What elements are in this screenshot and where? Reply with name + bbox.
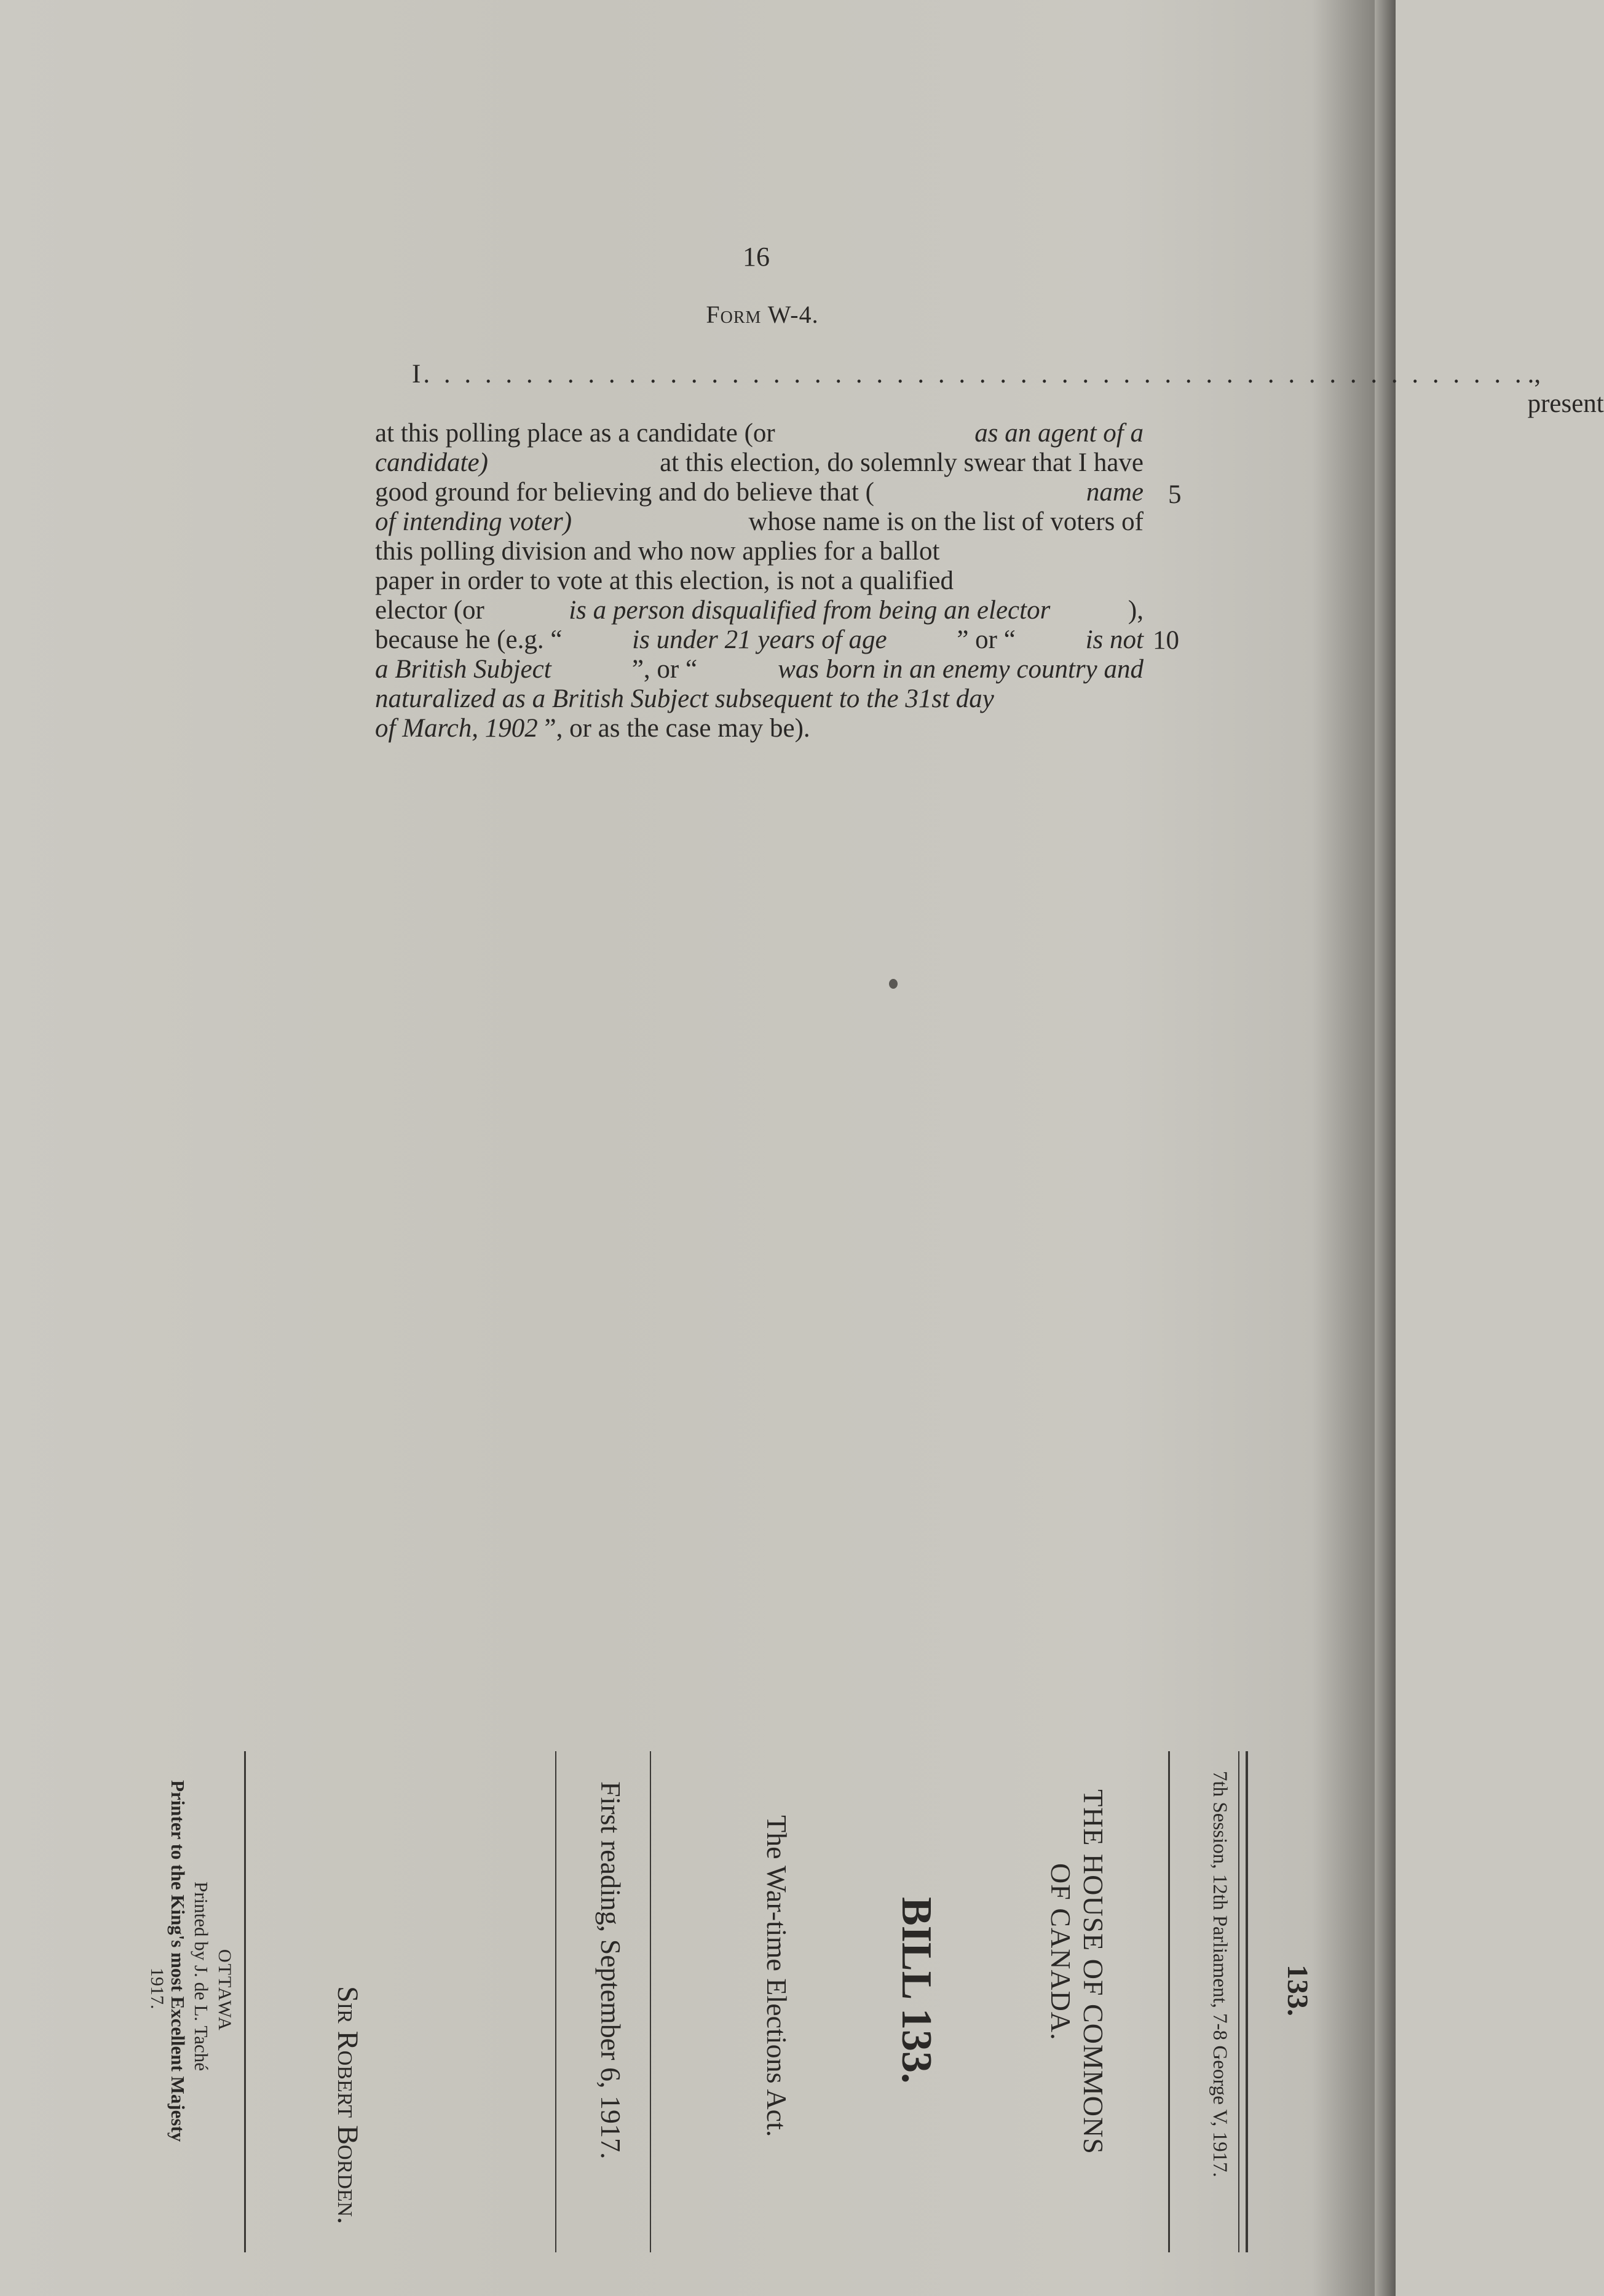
form-line-8: elector (or is a person disqualified from being an elector ), — [375, 596, 1144, 625]
page-number: 16 — [743, 242, 770, 272]
cover-first-reading: First reading, September 6, 1917. — [595, 1781, 626, 2159]
cover-rule-outer — [1246, 1751, 1248, 2252]
form-line-3: candidate) at this election, do solemnly swear that I have — [375, 448, 1144, 477]
cover-printer-year: 1917. — [147, 1968, 167, 2009]
cover-sponsor: Sir Robert Borden. — [331, 1986, 364, 2225]
cover-rule-inner — [1238, 1751, 1239, 2252]
cover-printer-name: Printed by J. de L. Taché — [191, 1882, 212, 2072]
form-line-9: because he (e.g. “ is under 21 years of age ” or “ is not — [375, 625, 1144, 654]
cover-rule-reading — [555, 1751, 556, 2252]
form-line-1: I . . . . . . . . . . . . . . . . . . . . . . . . . . . . . . . . . . . . . . . . . . . . . . . . . . . . . . ., present — [412, 360, 1604, 418]
form-title: Form W-4. — [706, 301, 819, 328]
line-number-5: 5 — [1168, 480, 1182, 509]
form-line-7: paper in order to vote at this election, is not a qualified — [375, 566, 954, 595]
cover-printer-title: Printer to the King's most Excellent Majesty — [167, 1780, 189, 2142]
ink-speck — [889, 979, 898, 989]
cover-rule-middle — [650, 1751, 651, 2252]
form-line-12: of March, 1902 ”, or as the case may be). — [375, 714, 810, 743]
cover-rule-session — [1168, 1751, 1170, 2252]
form-line-11: naturalized as a British Subject subsequent to the 31st day — [375, 684, 994, 713]
form-line-6: this polling division and who now applies for a ballot — [375, 537, 940, 566]
form-line-4: good ground for believing and do believe that ( name — [375, 478, 1144, 507]
form-line-10: a British Subject ”, or “ was born in an enemy country and — [375, 655, 1144, 684]
cover-house-line2: OF CANADA. — [1045, 1863, 1077, 2041]
cover-bill-title: BILL 133. — [893, 1897, 940, 2084]
cover-act-title: The War-time Elections Act. — [761, 1815, 792, 2137]
cover-bill-number: 133. — [1281, 1965, 1314, 2016]
form-line-2: at this polling place as a candidate (or as an agent of a — [375, 419, 1144, 448]
cover-printer-city: OTTAWA — [215, 1949, 235, 2032]
cover-session: 7th Session, 12th Parliament, 7-8 George V, 1917. — [1209, 1771, 1231, 2177]
cover-rule-printer — [244, 1751, 246, 2252]
cover-house-line1: THE HOUSE OF COMMONS — [1078, 1789, 1109, 2155]
page-edge-shadow — [1375, 0, 1396, 2296]
form-line-5: of intending voter) whose name is on the list of voters of — [375, 507, 1144, 536]
line-number-10: 10 — [1153, 626, 1179, 655]
